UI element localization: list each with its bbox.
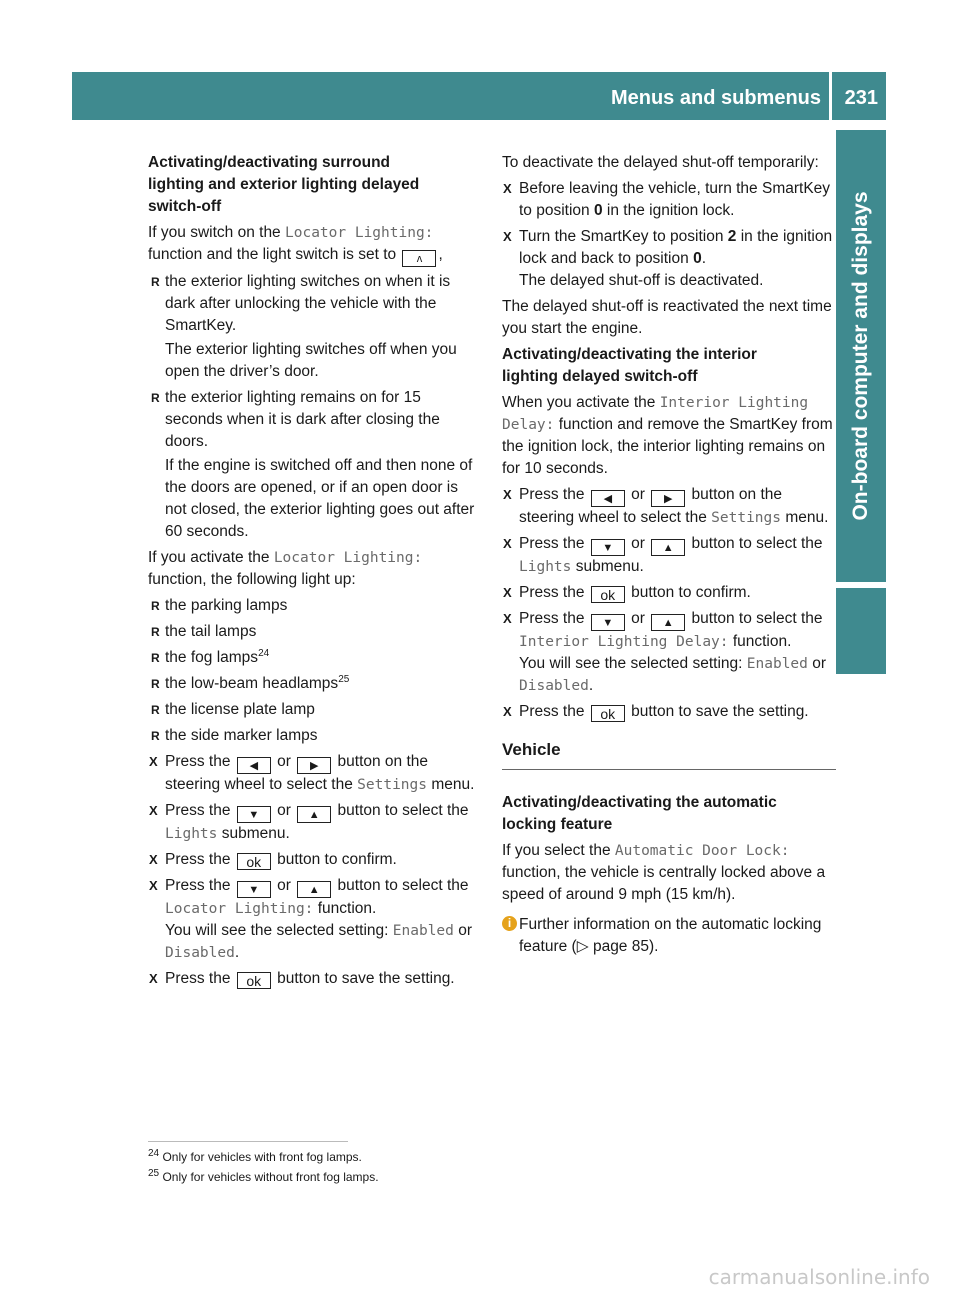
section-title-vehicle: Vehicle: [502, 739, 836, 770]
step-item: X Press the ▼ or ▲ button to select the Interior Lighting Delay: function. You will see the selected setting: Enabled or Disabled.: [502, 608, 836, 697]
chapter-tab[interactable]: [836, 130, 886, 582]
left-arrow-key-icon: ◀: [591, 490, 625, 507]
right-arrow-key-icon: ▶: [297, 757, 331, 774]
lamp-item: R the parking lamps: [148, 595, 482, 617]
lamp-item: R the tail lamps: [148, 621, 482, 643]
list-item: R the exterior lighting remains on for 15 seconds when it is dark after closing the doors. If the engine is switched off and then none of the doors are opened, or if an open door is not closed, the exterior lighting goes out after 60 seconds.: [148, 387, 482, 543]
chapter-tab-label: On-board computer and displays: [849, 191, 872, 521]
header-divider: [829, 72, 832, 120]
footnote-ref: 25: [338, 673, 350, 685]
step-item: X Press the ◀ or ▶ button on the steering wheel to select the Settings menu.: [502, 484, 836, 529]
up-arrow-key-icon: ▲: [651, 614, 685, 631]
ok-key-icon: ok: [591, 705, 625, 722]
footnote: $^{24}$ Only for vehicles with front fog lamps.: [148, 1148, 362, 1164]
right-column: [502, 152, 836, 958]
paragraph: If you select the Automatic Door Lock: function, the vehicle is centrally locked above a speed of around 9 mph (15 km/h).: [502, 842, 826, 903]
list-item: R the exterior lighting switches on when it is dark after unlocking the vehicle with the SmartKey. The exterior lighting switches off when you open the driver’s door.: [148, 271, 482, 383]
footnote-divider: [148, 1141, 348, 1142]
lamp-item: R the low-beam headlamps$^{25}$: [148, 673, 482, 695]
left-column: [148, 152, 482, 994]
step-item: X Turn the SmartKey to position 2 in the ignition lock and back to position 0. The delayed shut-off is deactivated.: [502, 226, 836, 292]
paragraph: To deactivate the delayed shut-off temporarily:: [502, 154, 819, 171]
step-item: X Press the ok button to confirm.: [502, 582, 836, 604]
up-arrow-key-icon: ▲: [297, 881, 331, 898]
up-arrow-key-icon: ▲: [651, 539, 685, 556]
left-arrow-key-icon: ◀: [237, 757, 271, 774]
paragraph: The delayed shut-off is reactivated the next time you start the engine.: [502, 298, 832, 337]
chapter-marker: [836, 588, 886, 674]
activate-paragraph: If you activate the Locator Lighting: function, the following light up:: [148, 549, 423, 588]
step-item: X Press the ▼ or ▲ button to select the Lights submenu.: [148, 800, 482, 845]
lamp-item: R the side marker lamps: [148, 725, 482, 747]
step-item: X Press the ▼ or ▲ button to select the Lights submenu.: [502, 533, 836, 578]
down-arrow-key-icon: ▼: [237, 881, 271, 898]
step-item: X Press the ok button to confirm.: [148, 849, 482, 871]
right-arrow-key-icon: ▶: [651, 490, 685, 507]
ok-key-icon: ok: [237, 853, 271, 870]
down-arrow-key-icon: ▼: [237, 806, 271, 823]
down-arrow-key-icon: ▼: [591, 539, 625, 556]
paragraph: When you activate the Interior Lighting Delay: function and remove the SmartKey from the ignition lock, the interior lighting remains on for 10 seconds.: [502, 394, 833, 477]
section-heading-surround-lighting: Activating/deactivating surround lighting and exterior lighting delayed switch-off: [148, 154, 420, 215]
lamp-item: R the fog lamps$^{24}$: [148, 647, 482, 669]
info-text[interactable]: Further information on the automatic locking feature (▷ page 85).: [519, 916, 822, 955]
page-number: 231: [844, 87, 878, 109]
ok-key-icon: ok: [237, 972, 271, 989]
step-item: X Press the ok button to save the setting.: [148, 968, 482, 990]
light-switch-symbol-icon: ʌ: [402, 250, 436, 267]
section-heading-automatic-locking: Activating/deactivating the automatic locking feature: [502, 794, 777, 833]
up-arrow-key-icon: ▲: [297, 806, 331, 823]
footnote: $^{25}$ Only for vehicles without front fog lamps.: [148, 1168, 379, 1184]
step-item: X Before leaving the vehicle, turn the SmartKey to position 0 in the ignition lock.: [502, 178, 836, 222]
lamp-item: R the license plate lamp: [148, 699, 482, 721]
watermark: carmanualsonline.info: [708, 1265, 930, 1289]
step-item: X Press the ◀ or ▶ button on the steering wheel to select the Settings menu.: [148, 751, 482, 796]
info-icon: i: [502, 916, 517, 931]
down-arrow-key-icon: ▼: [591, 614, 625, 631]
ok-key-icon: ok: [591, 586, 625, 603]
intro-paragraph: If you switch on the Locator Lighting: function and the light switch is set to ʌ ,: [148, 224, 443, 265]
footnote-ref: 24: [258, 647, 270, 659]
header-bar: [72, 72, 886, 120]
info-note: [502, 914, 836, 958]
page-title: Menus and submenus: [610, 87, 821, 109]
footnotes: [148, 1147, 379, 1187]
step-item: X Press the ok button to save the setting.: [502, 701, 836, 723]
section-heading-interior-lighting: Activating/deactivating the interior lighting delayed switch-off: [502, 346, 757, 385]
step-item: X Press the ▼ or ▲ button to select the Locator Lighting: function. You will see the selected setting: Enabled or Disabled.: [148, 875, 482, 964]
